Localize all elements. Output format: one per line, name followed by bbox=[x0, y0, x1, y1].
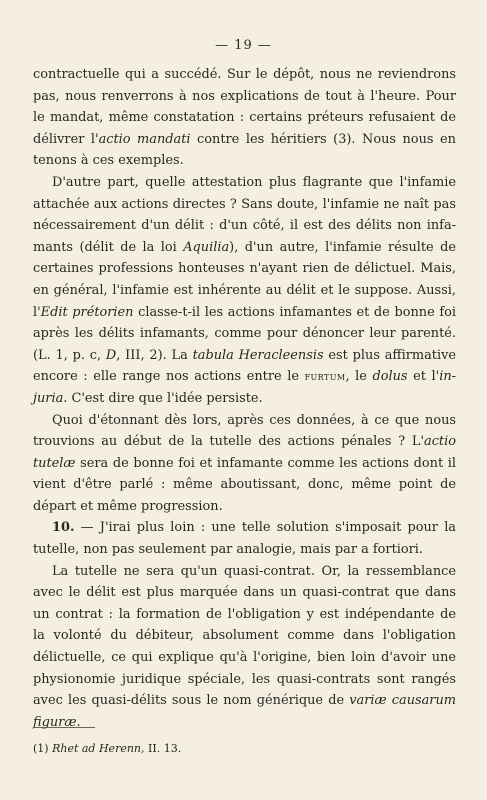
bold-text: 10. bbox=[52, 520, 75, 536]
text-line bbox=[33, 172, 456, 194]
text-segment: , II. 13. bbox=[141, 742, 182, 755]
italic-text: juria bbox=[33, 390, 64, 406]
text-segment: certaines professions honteuses n'ayant rien de délictuel. Mais, bbox=[33, 261, 456, 277]
text-segment: (1) bbox=[33, 742, 53, 755]
text-segment: Quoi d'étonnant dès lors, après ces données, à ce que nous bbox=[52, 412, 456, 428]
italic-text: actio bbox=[424, 434, 456, 450]
text-line bbox=[33, 690, 456, 712]
text-line bbox=[33, 669, 456, 691]
text-segment: — J'irai plus loin : une telle solution s'imposait pour la bbox=[74, 520, 456, 536]
text-line bbox=[33, 582, 456, 604]
text-line bbox=[33, 107, 456, 129]
text-segment: sera de bonne foi et infamante comme les actions dont il bbox=[75, 455, 456, 471]
text-line bbox=[33, 712, 456, 734]
text-line bbox=[33, 625, 456, 647]
text-line bbox=[33, 604, 456, 626]
text-segment: délictuelle, ce qui explique qu'à l'origine, bien loin d'avoir une bbox=[33, 650, 456, 666]
text-segment: contre les héritiers (3). Nous nous en bbox=[190, 131, 456, 147]
text-line bbox=[33, 453, 456, 475]
text-line bbox=[33, 561, 456, 583]
text-segment: après les délits infamants, comme pour dénoncer leur parenté. bbox=[33, 326, 456, 342]
text-segment: ), d'un autre, l'infamie résulte de bbox=[229, 239, 456, 255]
italic-text: actio mandati bbox=[98, 131, 191, 147]
text-segment: attachée aux actions directes ? Sans doute, l'infamie ne naît pas bbox=[33, 196, 456, 212]
text-segment: pas, nous renverrons à nos explications de tout à l'heure. Pour bbox=[33, 88, 456, 104]
text-segment: physionomie juridique spéciale, les quasi-contrats sont rangés bbox=[33, 671, 456, 687]
text-line bbox=[33, 410, 456, 432]
text-segment: La tutelle ne sera qu'un quasi-contrat. Or, la ressemblance bbox=[52, 563, 456, 579]
italic-text: dolus bbox=[372, 369, 408, 385]
text-segment: . bbox=[76, 714, 81, 730]
text-line bbox=[33, 150, 456, 172]
text-line bbox=[33, 539, 456, 561]
text-segment: en général, l'infamie est inhérente au délit et le suppose. Aussi, bbox=[33, 282, 456, 298]
text-line bbox=[33, 323, 456, 345]
text-segment: le mandat, même constatation : certains préteurs refusaient de bbox=[33, 110, 456, 126]
text-line bbox=[33, 366, 456, 388]
text-segment: délivrer l' bbox=[33, 131, 99, 147]
text-line bbox=[33, 194, 456, 216]
text-line bbox=[33, 280, 456, 302]
text-segment: est plus affirmative bbox=[323, 347, 457, 363]
text-line bbox=[33, 388, 456, 410]
body-text bbox=[33, 64, 456, 733]
text-line bbox=[33, 431, 456, 453]
text-segment: l' bbox=[33, 304, 41, 320]
italic-text: variæ causarum bbox=[349, 693, 456, 709]
text-segment: D'autre part, quelle attestation plus flagrante que l'infamie bbox=[52, 174, 456, 190]
text-line bbox=[33, 64, 456, 86]
italic-text: figuræ bbox=[33, 714, 77, 730]
text-segment: mants (délit de la loi bbox=[33, 239, 184, 255]
text-line bbox=[33, 496, 456, 518]
page-number: — 19 — bbox=[215, 38, 272, 53]
text-segment: la volonté du débiteur, absolument comme dans l'obligation bbox=[33, 628, 456, 644]
text-segment: . C'est dire que l'idée persiste. bbox=[63, 390, 263, 406]
small-caps-text: furtum bbox=[304, 369, 346, 384]
text-line bbox=[33, 129, 456, 151]
text-segment: encore : elle range nos actions entre le bbox=[33, 369, 305, 385]
italic-text: Edit prétorien bbox=[40, 304, 134, 320]
italic-text: Aquilia bbox=[183, 239, 230, 255]
text-segment: trouvions au début de la tutelle des actions pénales ? L' bbox=[33, 434, 425, 450]
italic-text: tutelæ bbox=[33, 455, 76, 471]
text-segment: contractuelle qui a succédé. Sur le dépôt, nous ne reviendrons bbox=[33, 67, 456, 82]
text-segment: nécessairement d'un délit : d'un côté, il est des délits non infa- bbox=[33, 218, 456, 234]
italic-text: tabula Heracleensis bbox=[192, 347, 324, 363]
footnote bbox=[33, 742, 181, 755]
text-segment: avec les quasi-délits sous le nom générique de bbox=[33, 693, 350, 709]
italic-text: D bbox=[105, 347, 117, 363]
text-line bbox=[33, 258, 456, 280]
italic-text: Rhet ad Herenn bbox=[52, 742, 142, 755]
text-line bbox=[33, 237, 456, 259]
text-line bbox=[33, 517, 456, 539]
text-segment: , III, 2). La bbox=[116, 347, 193, 363]
text-segment: avec le délit est plus marquée dans un quasi-contrat que dans bbox=[33, 585, 456, 601]
text-line bbox=[33, 647, 456, 669]
text-segment: tutelle, non pas seulement par analogie, mais par a fortiori. bbox=[33, 542, 424, 558]
text-line bbox=[33, 302, 456, 324]
text-line bbox=[33, 474, 456, 496]
text-line bbox=[33, 345, 456, 367]
text-segment: un contrat : la formation de l'obligation y est indépendante de bbox=[33, 606, 456, 622]
text-segment: classe-t-il les actions infamantes et de bonne foi bbox=[133, 304, 456, 320]
text-segment: et l' bbox=[407, 369, 440, 385]
text-segment: vient d'être parlé : même aboutissant, donc, même point de bbox=[33, 477, 456, 493]
text-segment: départ et même progression. bbox=[33, 498, 223, 514]
footnote-separator bbox=[33, 727, 95, 728]
text-segment: tenons à ces exemples. bbox=[33, 153, 184, 169]
text-line bbox=[33, 215, 456, 237]
text-segment: , le bbox=[345, 369, 373, 385]
text-segment: (L. 1, p. c, bbox=[33, 347, 106, 363]
text-line bbox=[33, 86, 456, 108]
italic-text: in- bbox=[439, 369, 456, 385]
